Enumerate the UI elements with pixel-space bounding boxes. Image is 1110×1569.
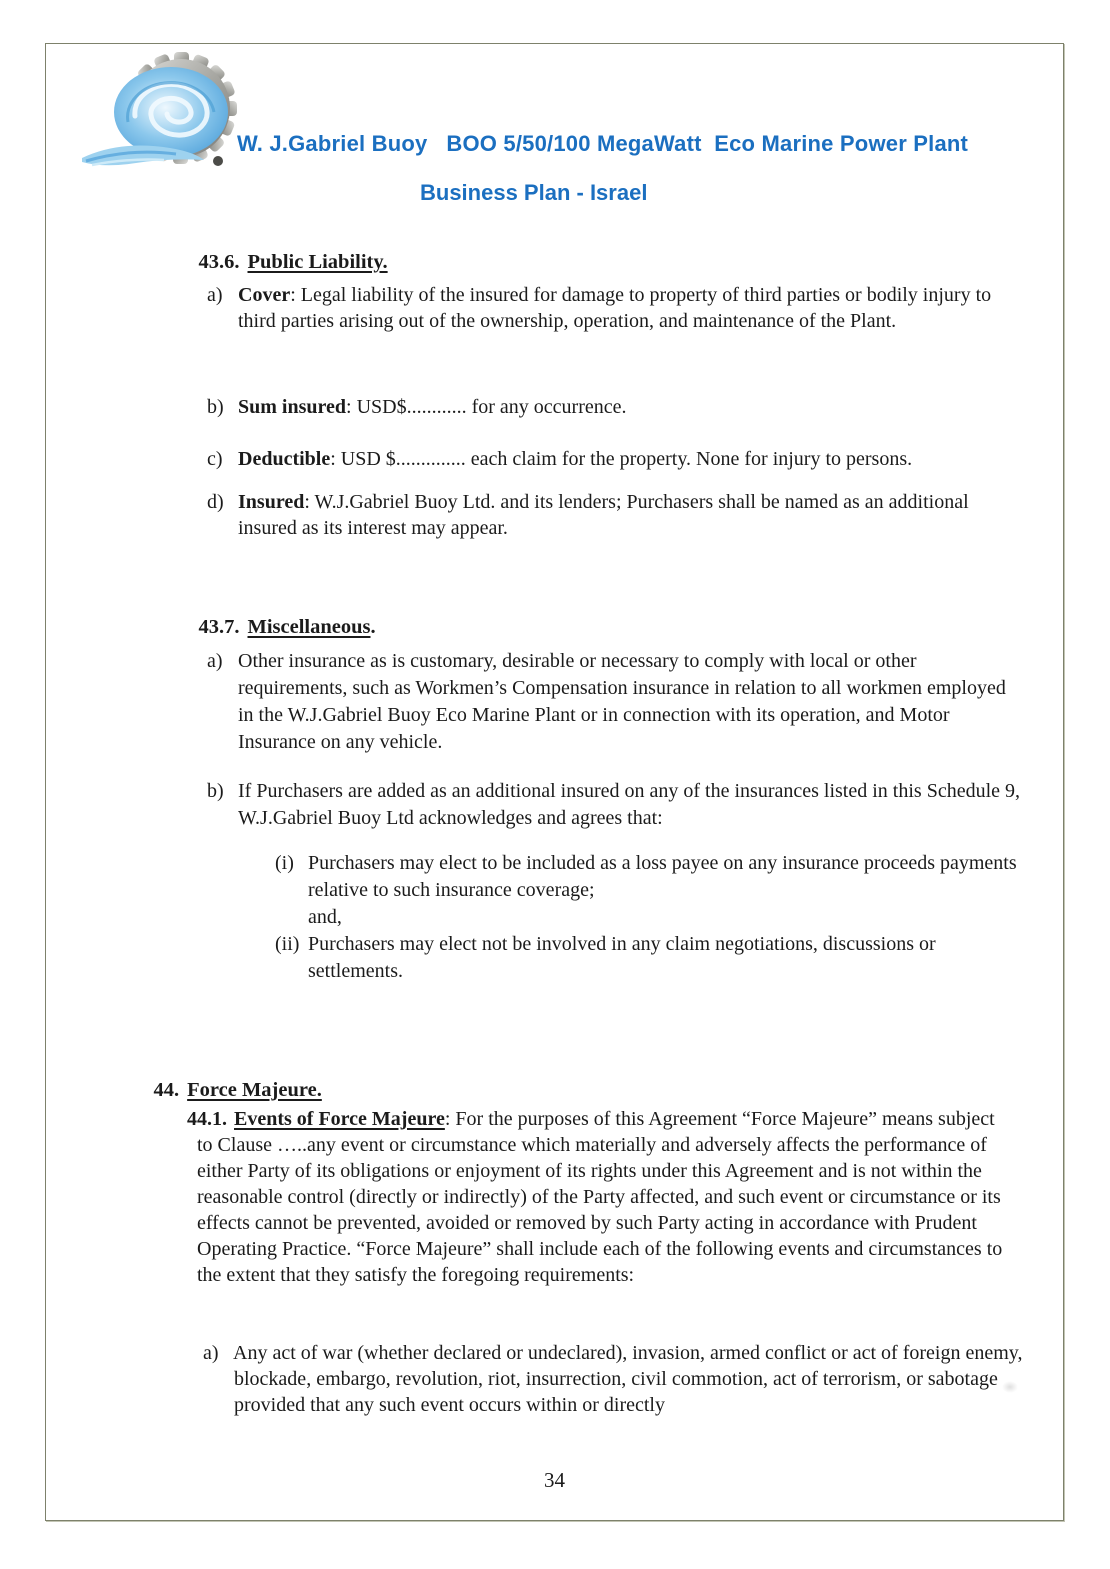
scan-artifact [1002,1381,1018,1393]
list-marker: a) [207,650,223,672]
list-marker: b) [207,396,224,418]
term-label: Deductible [238,448,331,470]
item-text: : USD$............ for any occurrence. [346,396,627,418]
sub-item-ii [275,931,1017,985]
list-item-other-insurance [207,648,1025,756]
clause-title: Events of Force Majeure [234,1108,445,1130]
section-title: Public Liability. [247,251,388,273]
section-number: 43.6. [198,251,240,273]
sub-list [275,850,1017,985]
item-text: Any act of war (whether declared or undeclared), invasion, armed conflict or act of foreign enemy, blockade, embargo, revolution, riot, insurrection, civil commotion, act of terrorism, or sabotage provided that any such event occurs within or directly [233,1342,1023,1416]
document-subtitle: Business Plan - Israel [420,180,648,205]
term-label: Cover [238,284,291,306]
company-logo [78,48,248,180]
item-text: Purchasers may elect not be involved in any claim negotiations, discussions or settlements. [308,933,936,982]
item-text: and, [308,906,342,928]
page-number: 34 [544,1468,565,1492]
item-text: : Legal liability of the insured for damage to property of third parties or bodily injury to third parties arising out of the ownership, operation, and maintenance of the Plant. [238,284,992,332]
clause-text: : For the purposes of this Agreement “Force Majeure” means subject to Clause …..any event or circumstance which materially and adversely affects the performance of either Party of its obligations or enjoyment of its rights under this Agreement and is not within the reasonable control (directly or indirectly) of the Party affected, and such event or circumstance or its effects cannot be prevented, avoided or removed by such Party acting in accordance with Prudent Operating Practice. “Force Majeure” shall include each of the following events and circumstances to the extent that they satisfy the foregoing requirements: [197,1108,1003,1286]
clause-number: 44.1. [187,1108,227,1130]
list-item-purchasers-added [207,778,1025,832]
sub-item-i [275,850,1017,904]
list-marker: (i) [275,852,294,874]
list-item-deductible [207,446,1027,472]
item-text: : USD $.............. each claim for the property. None for injury to persons. [330,448,913,470]
section-number: 44. [153,1079,180,1101]
list-marker: a) [207,284,223,306]
list-item-cover [207,282,1013,334]
list-item-insured [207,489,997,541]
list-marker: a) [203,1342,219,1364]
clause-44-1 [187,1106,1015,1288]
section-number: 43.7. [198,616,240,638]
item-text: If Purchasers are added as an additional insured on any of the insurances listed in this Schedule 9, W.J.Gabriel Buoy Ltd acknowledges and agrees that: [238,780,1021,829]
item-text: : W.J.Gabriel Buoy Ltd. and its lenders; Purchasers shall be named as an additional insured as its interest may appear. [238,491,969,539]
item-text: Purchasers may elect to be included as a loss payee on any insurance proceeds payments relative to such insurance coverage; [308,852,1017,901]
list-marker: c) [207,448,223,470]
list-marker: d) [207,491,224,513]
term-label: Insured [238,491,305,513]
document-title: W. J.Gabriel Buoy BOO 5/50/100 MegaWatt Eco Marine Power Plant [237,131,969,156]
list-item-sum-insured [207,394,1013,420]
list-item-act-of-war [203,1340,1033,1418]
list-marker: (ii) [275,933,300,955]
section-title: Force Majeure. [187,1079,322,1101]
item-text: Other insurance as is customary, desirable or necessary to comply with local or other requirements, such as Workmen’s Compensation insurance in relation to all workmen employed in the W.J.Gabriel Buoy Eco Marine Plant or in connection with its operation, and Motor Insurance on any vehicle. [238,650,1006,753]
list-marker: b) [207,780,224,802]
term-label: Sum insured [238,396,347,418]
sub-item-and [275,904,1017,931]
gear-wave-logo-icon [78,48,248,180]
section-title: Miscellaneous [247,616,371,638]
section-heading-43-7: 43.7. Miscellaneous. [198,616,376,638]
